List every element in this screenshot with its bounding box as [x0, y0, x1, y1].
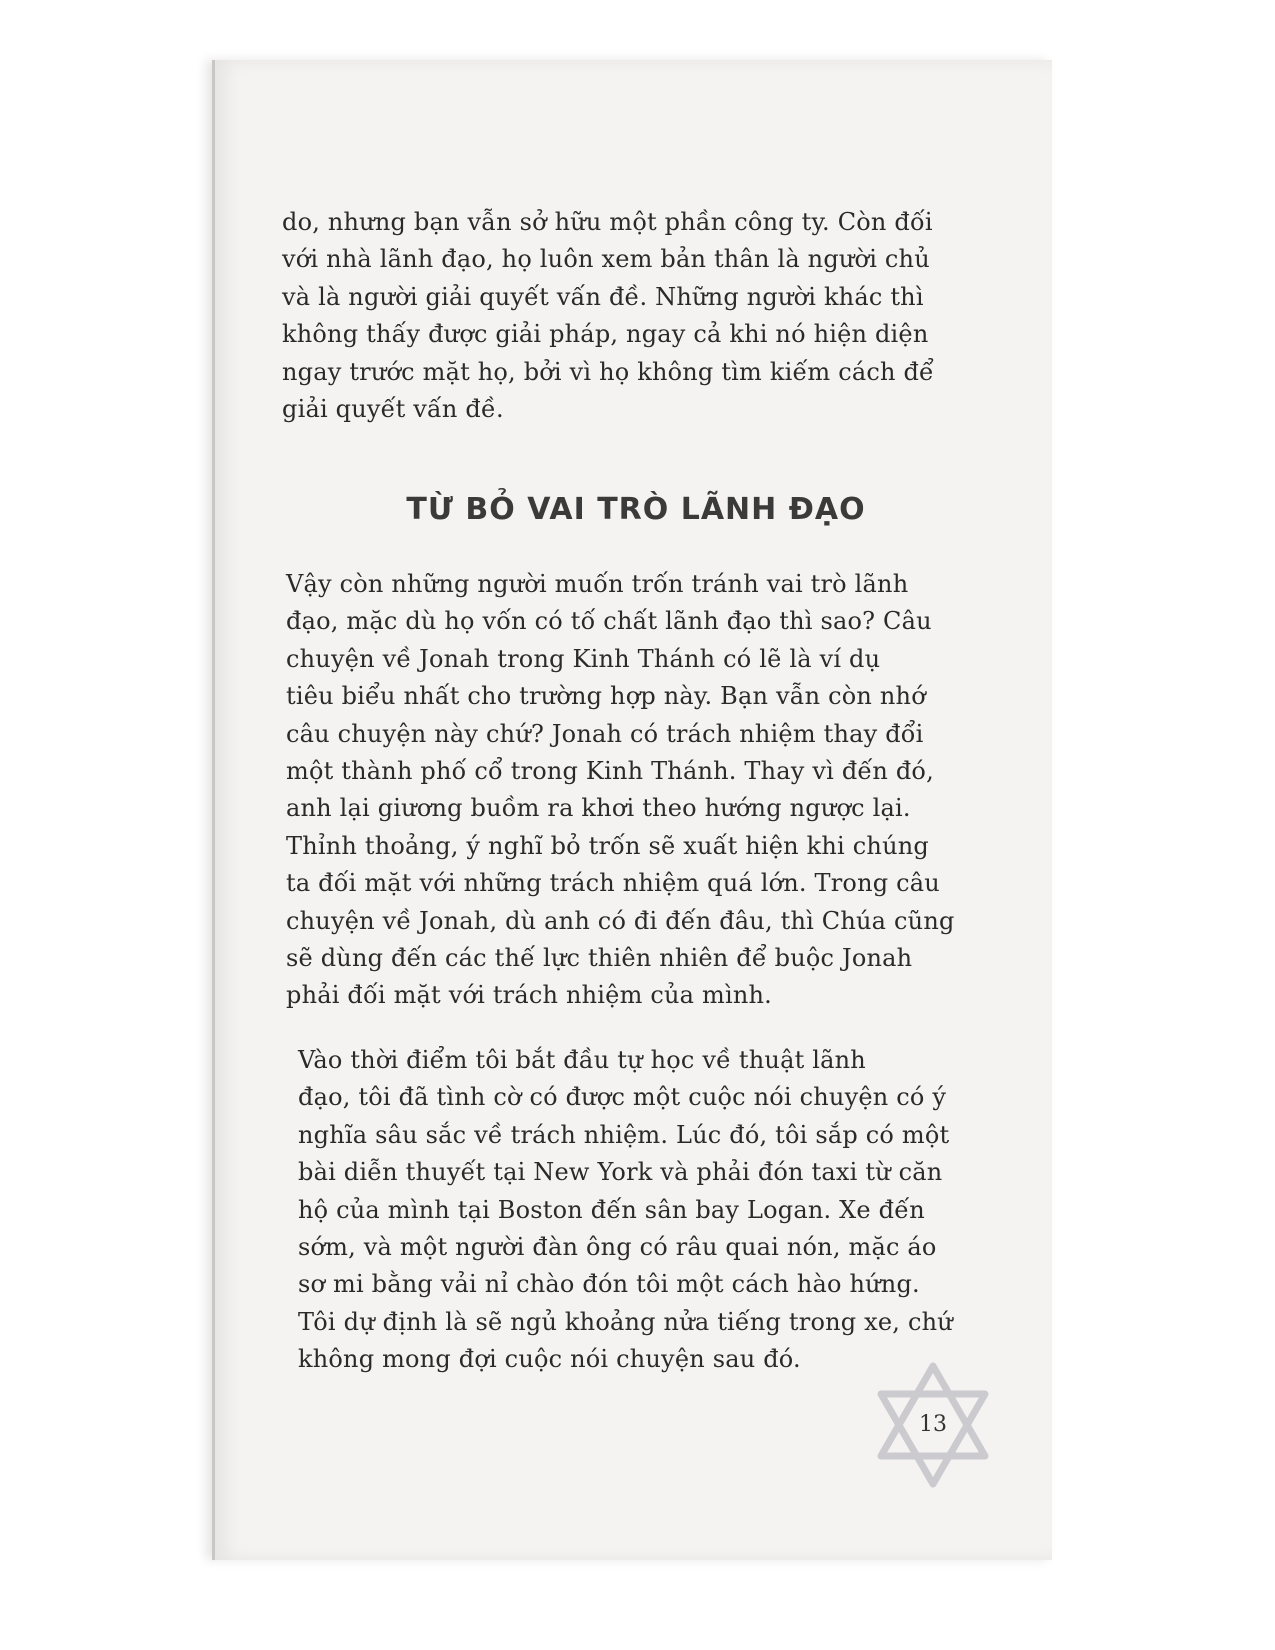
page-binding-edge — [212, 60, 215, 1560]
paragraph-2: Vậy còn những người muốn trốn tránh vai trò lãnh đạo, mặc dù họ vốn có tố chất lãnh đạo thì sao? Câu chuyện về Jonah trong Kinh Thánh có lẽ là ví dụ tiêu biểu nhất cho trường hợp này. Bạn vẫn còn nhớ câu chuyện này chứ? Jonah có trách nhiệm thay đổi một thành phố cổ trong Kinh Thánh. Thay vì đến đó, anh lại giương buồm ra khơi theo hướng ngược lại. Thỉnh thoảng, ý nghĩ bỏ trốn sẽ xuất hiện khi chúng ta đối mặt với những trách nhiệm quá lớn. Trong câu chuyện về Jonah, dù anh có đi đến đâu, thì Chúa cũng sẽ dùng đến các thế lực thiên nhiên để buộc Jonah phải đối mặt với trách nhiệm của mình. — [286, 570, 955, 1010]
paragraph-1: do, nhưng bạn vẫn sở hữu một phần công ty. Còn đối với nhà lãnh đạo, họ luôn xem bản thân là người chủ và là người giải quyết vấn đề. Những người khác thì không thấy được giải pháp, ngay cả khi nó hiện diện ngay trước mặt họ, bởi vì họ không tìm kiếm cách để giải quyết vấn đề. — [282, 208, 935, 424]
page-number: 13 — [919, 1412, 947, 1437]
paragraph-3: Vào thời điểm tôi bắt đầu tự học về thuật lãnh đạo, tôi đã tình cờ có được một cuộc nói chuyện có ý nghĩa sâu sắc về trách nhiệm. Lúc đó, tôi sắp có một bài diễn thuyết tại New York và phải đón taxi từ căn hộ của mình tại Boston đến sân bay Logan. Xe đến sớm, và một người đàn ông có râu quai nón, mặc áo sơ mi bằng vải nỉ chào đón tôi một cách hào hứng. Tôi dự định là sẽ ngủ khoảng nửa tiếng trong xe, chứ không mong đợi cuộc nói chuyện sau đó. — [298, 1046, 953, 1374]
section-heading: TỪ BỎ VAI TRÒ LÃNH ĐẠO — [406, 492, 866, 527]
